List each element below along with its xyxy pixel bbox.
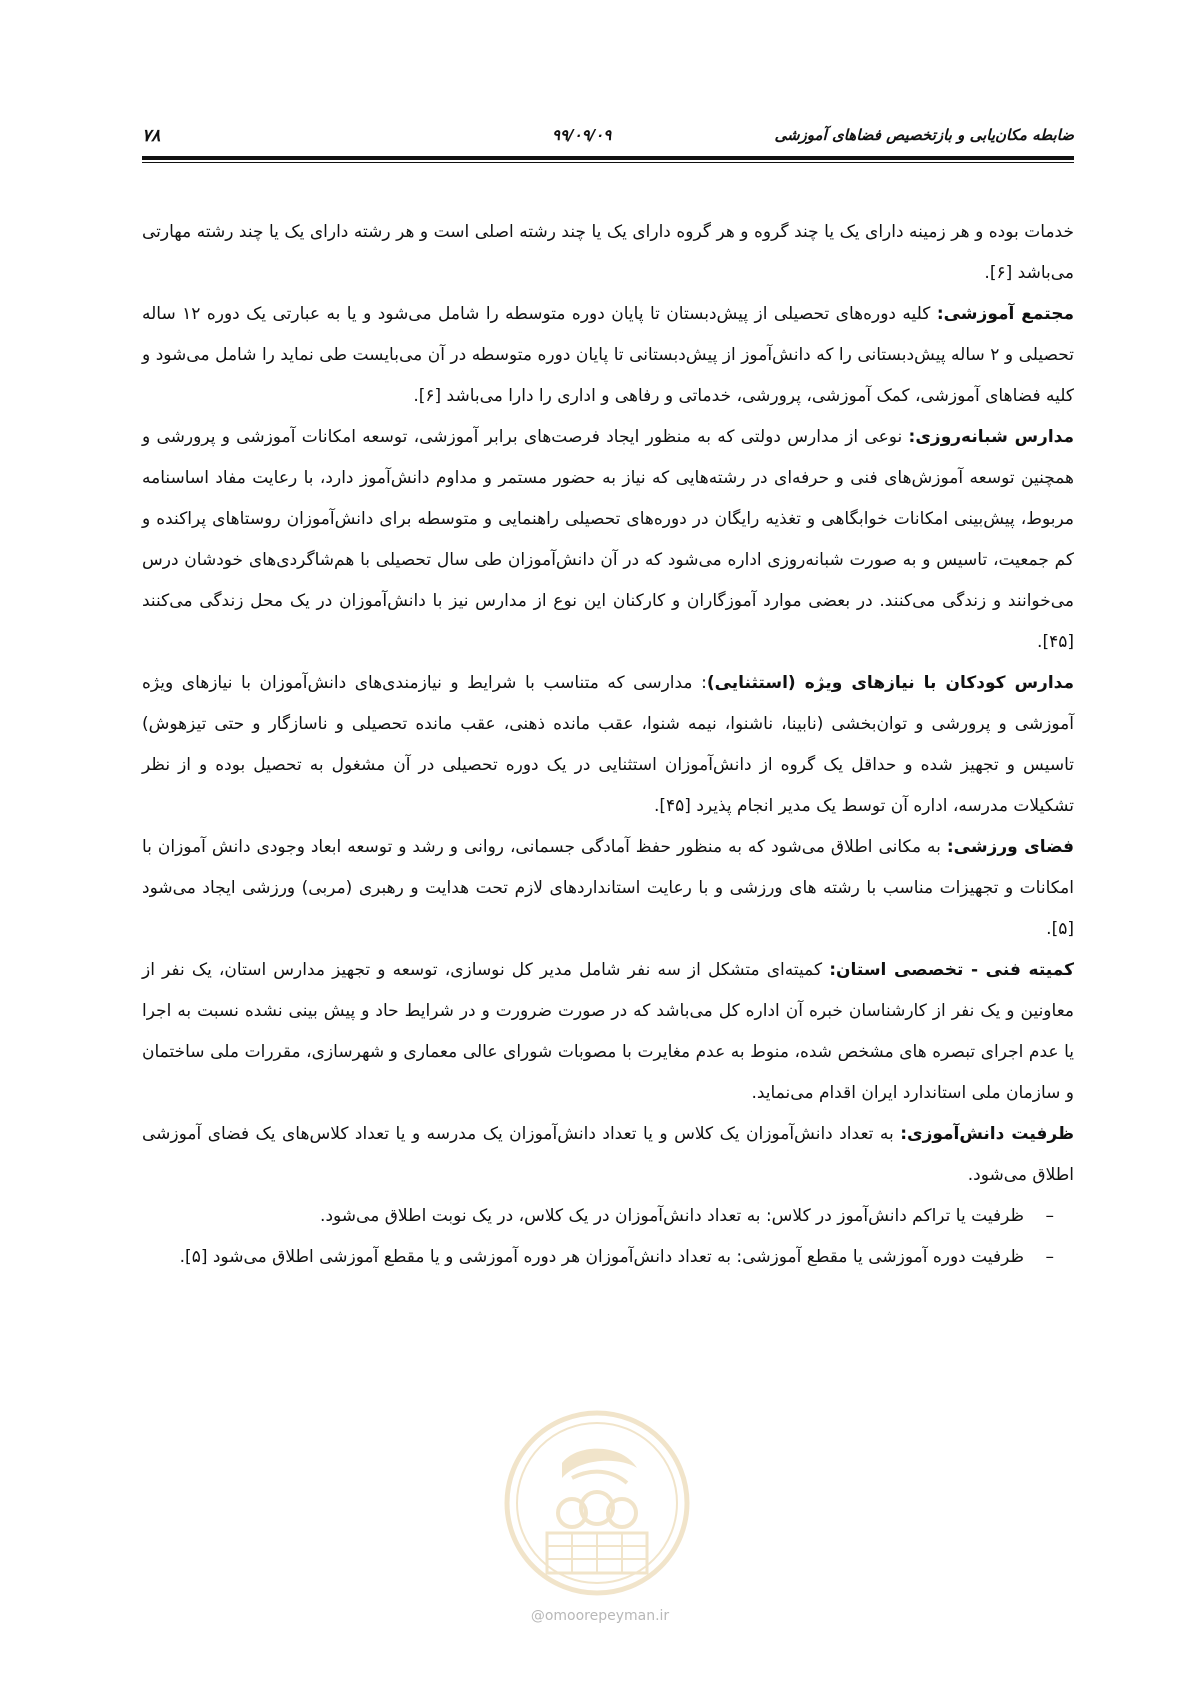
watermark-seal-logo: [502, 1408, 692, 1598]
document-title: ضابطه مکان‌یابی و بازتخصیص فضاهای آموزشی: [774, 126, 1074, 144]
definition-paragraph: [142, 663, 1074, 827]
definition-text: کلیه دوره‌های تحصیلی از پیش‌دبستان تا پایان دوره متوسطه را شامل می‌شود و یا به عبارتی یک دوره ۱۲ ساله تحصیلی و ۲ ساله پیش‌دبستانی را که دانش‌آموز از پیش‌دبستانی تا پایان دوره متوسطه در آن می‌بایست طی نماید را شامل می‌شود و کلیه فضاهای آموزشی، کمک آموزشی، پرورشی، خدماتی و رفاهی و اداری را دارا می‌باشد [۶].: [142, 304, 1074, 406]
dash-bullet: –: [1045, 1247, 1054, 1267]
header-rule-thin: [142, 162, 1074, 163]
document-date: ۹۹/۰۹/۰۹: [552, 126, 612, 144]
definition-text: : مدارسی که متناسب با شرایط و نیازمندی‌های دانش‌آموزان با نیازهای ویژه آموزشی و پرورشی و توان‌بخشی (نابینا، ناشنوا، نیمه شنوا، عقب مانده ذهنی، عقب مانده تحصیلی و ناسازگار و حتی تیزهوش) تاسیس و تجهیز شده و حداقل یک گروه از دانش‌آموزان استثنایی در یک دوره تحصیلی در آن مشغول به تحصیل بوده و از نظر تشکیلات مدرسه، اداره آن توسط یک مدیر انجام پذیرد [۴۵].: [142, 673, 1074, 816]
dash-bullet: –: [1045, 1206, 1054, 1226]
page-number: ۷۸: [142, 126, 161, 146]
bullet-list: [142, 1196, 1074, 1278]
watermark-handle: @omoorepeyman.ir: [530, 1608, 670, 1624]
list-item: [142, 1196, 1074, 1237]
definition-paragraph: [142, 1114, 1074, 1196]
page-header: [142, 124, 1074, 150]
body-content: [142, 212, 1074, 1278]
definition-paragraph: [142, 950, 1074, 1114]
header-rule-thick: [142, 156, 1074, 160]
list-item: [142, 1237, 1074, 1278]
paragraph-text: خدمات بوده و هر زمینه دارای یک یا چند گروه و هر گروه دارای یک یا چند رشته اصلی است و هر رشته دارای یک یا چند رشته مهارتی می‌باشد [۶].: [142, 222, 1074, 283]
definition-text: به تعداد دانش‌آموزان یک کلاس و یا تعداد دانش‌آموزان یک مدرسه و یا تعداد کلاس‌های یک فضای آموزشی اطلاق می‌شود.: [142, 1124, 1074, 1185]
list-item-text: ظرفیت دوره آموزشی یا مقطع آموزشی: به تعداد دانش‌آموزان هر دوره آموزشی و یا مقطع آموزشی اطلاق می‌شود [۵].: [179, 1247, 1024, 1267]
definition-text: نوعی از مدارس دولتی که به منظور ایجاد فرصت‌های برابر آموزشی، توسعه امکانات آموزشی و پرورشی و همچنین توسعه آموزش‌های فنی و حرفه‌ای در رشته‌هایی که نیاز به حضور مستمر و مداوم دانش‌آموز دارد، با رعایت مفاد اساسنامه مربوط، پیش‌بینی امکانات خوابگاهی و تغذیه رایگان در دوره‌های تحصیلی راهنمایی و متوسطه برای دانش‌آموزان روستاهای پراکنده و کم جمعیت، تاسیس و به صورت شبانه‌روزی اداره می‌شود که در آن دانش‌آموزان طی سال تحصیلی با هم‌شاگردی‌های خودشان درس می‌خوانند و زندگی می‌کنند. در بعضی موارد آموزگاران و کارکنان این نوع از مدارس نیز با دانش‌آموزان در یک محل زندگی می‌کنند [۴۵].: [142, 427, 1074, 652]
definition-term: مجتمع آموزشی:: [936, 304, 1074, 324]
definition-paragraph: [142, 417, 1074, 663]
list-item-text: ظرفیت یا تراکم دانش‌آموز در کلاس: به تعداد دانش‌آموزان در یک کلاس، در یک نوبت اطلاق می‌شود.: [320, 1206, 1024, 1226]
definition-paragraph: [142, 827, 1074, 950]
definition-term: کمیته فنی - تخصصی استان:: [829, 960, 1074, 980]
definition-term: مدارس کودکان با نیازهای ویژه (استثنایی): [706, 673, 1074, 693]
definition-paragraph: [142, 294, 1074, 417]
definition-term: فضای ورزشی:: [946, 837, 1075, 857]
definition-text: به مکانی اطلاق می‌شود که به منظور حفظ آمادگی جسمانی، روانی و رشد و توسعه ابعاد وجودی دانش آموزان با امکانات و تجهیزات مناسب با رشته های ورزشی و با رعایت استانداردهای لازم تحت هدایت و رهبری (مربی) ورزشی ایجاد می‌شود [۵].: [142, 837, 1074, 939]
definition-term: مدارس شبانه‌روزی:: [908, 427, 1074, 447]
definition-text: کمیته‌ای متشکل از سه نفر شامل مدیر کل نوسازی، توسعه و تجهیز مدارس استان، یک نفر از معاونین و یک نفر از کارشناسان خبره آن اداره کل می‌باشد که در صورت ضرورت و در شرایط حاد و پیش بینی نشده نسبت به اجرا یا عدم اجرای تبصره های مشخص شده، منوط به عدم مغایرت با مصوبات شورای عالی معماری و شهرسازی، مقررات ملی ساختمان و سازمان ملی استاندارد ایران اقدام می‌نماید.: [142, 960, 1074, 1103]
definition-term: ظرفیت دانش‌آموزی:: [900, 1124, 1074, 1144]
paragraph-continuation: [142, 212, 1074, 294]
